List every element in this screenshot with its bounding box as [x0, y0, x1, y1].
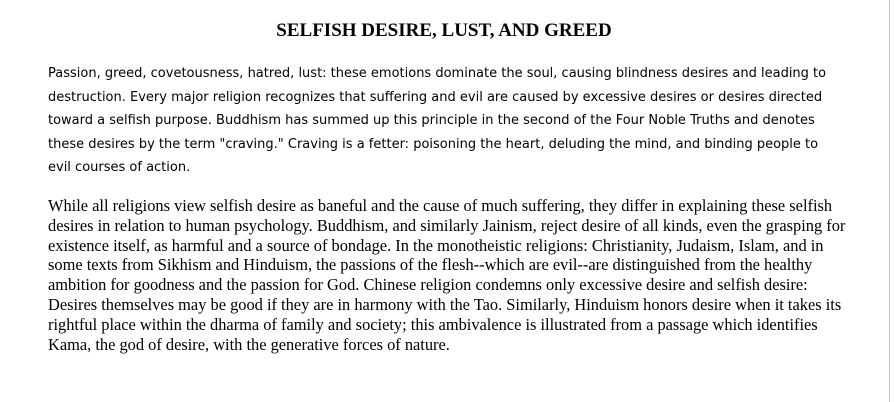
page-edge-divider [889, 0, 890, 402]
document-title: SELFISH DESIRE, LUST, AND GREED [276, 20, 612, 41]
intro-paragraph: Passion, greed, covetousness, hatred, lust: these emotions dominate the soul, causing blindness desires and leading to destruction. Every major religion recognizes that suffering and evil are caused by excessive desires or desires directed toward a selfish purpose. Buddhism has summed up this principle in the second of the Four Noble Truths and denotes these desires by the term "craving." Craving is a fetter: poisoning the heart, deluding the mind, and binding people to evil courses of action. [48, 66, 827, 175]
body-paragraph: While all religions view selfish desire as baneful and the cause of much suffering, they differ in explaining these selfish desires in relation to human psychology. Buddhism, and similarly Jainism, reject desire of all kinds, even the grasping for existence itself, as harmful and a source of bondage. In the monotheistic religions: Christianity, Judaism, Islam, and in some texts from Sikhism and Hinduism, the passions of the flesh--which are evil--are distinguished from the healthy ambition for goodness and the passion for God. Chinese religion condemns only excessive desire and selfish desire: Desires themselves may be good if they are in harmony with the Tao. Similarly, Hinduism honors desire when it takes its rightful place within the dharma of family and society; this ambivalence is illustrated from a passage which identifies Kama, the god of desire, with the generative forces of nature. [48, 196, 846, 354]
